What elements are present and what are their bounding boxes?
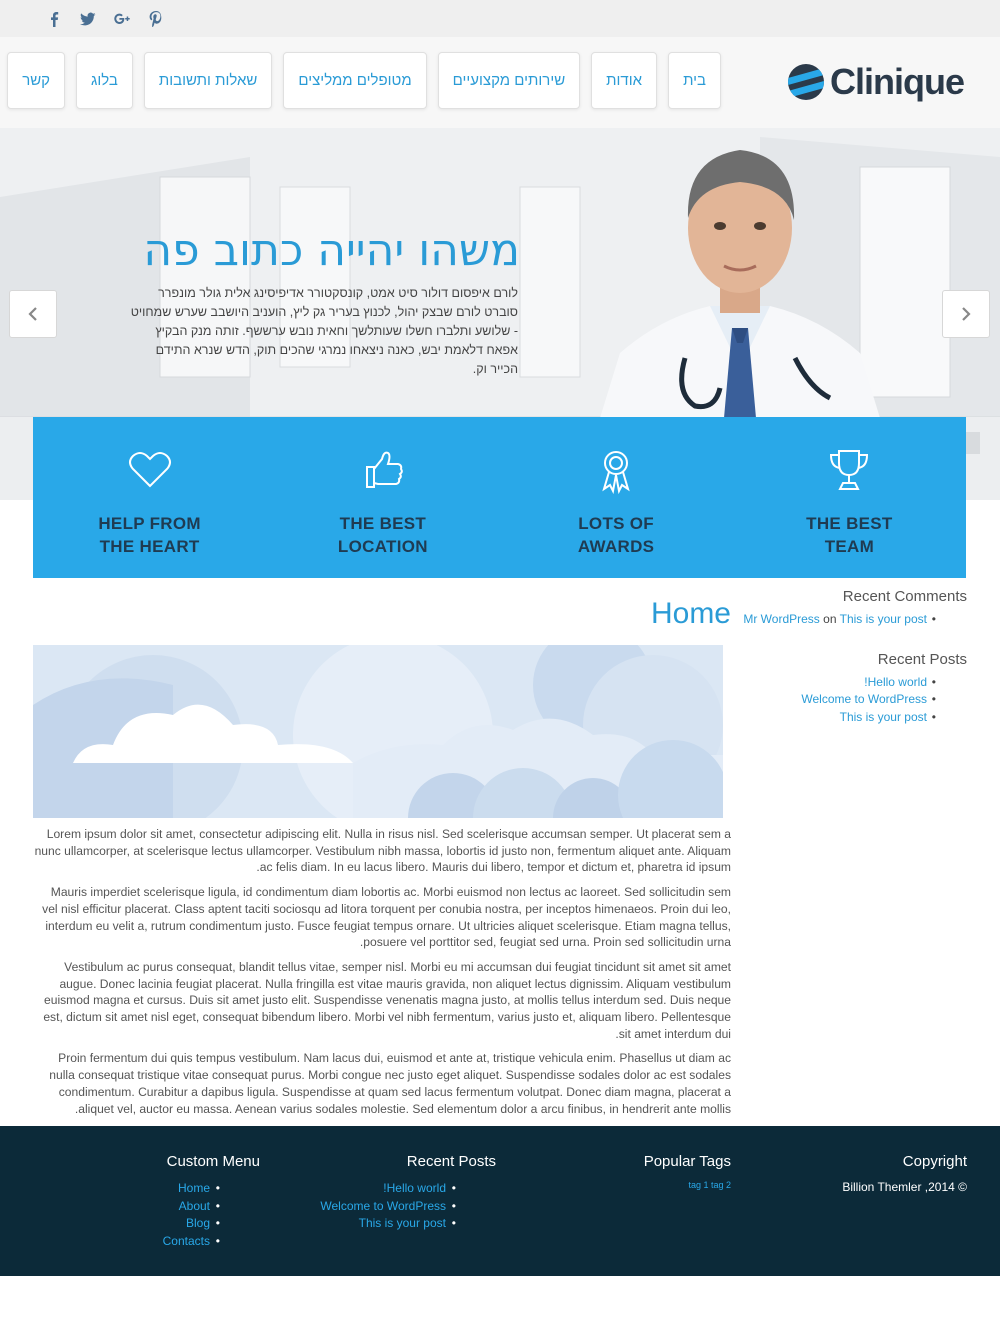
comment-post-link[interactable]: This is your post — [839, 612, 927, 626]
recent-posts-list — [740, 674, 967, 727]
slide-title: משהו יהייה כתוב פה — [143, 225, 520, 276]
feature-item — [266, 417, 499, 578]
recent-posts-title: Recent Posts — [877, 650, 967, 668]
heart-icon — [125, 445, 175, 495]
feature-title: THE BEST LOCATION — [337, 514, 428, 556]
article-paragraph: Proin fermentum dui quis tempus vestibulum. Nam lacus dui, euismod et ante at, tristique vehicula enim. Phasellus ut diam ac nulla consequat tristique vitae consequat purus. Morbi congue nec justo eget aliquet. Suspendisse sodales dolor ac est sodales condimentum. Curabitur a dapibus ligula. Suspendisse at quam sed lacus fermentum volutpat. Donec diam magna, placerat a aliquet vel, auctor eu massa. Aenean varius sodales molestie. Sed elementum dolor a arcu finibus, in hendrerit ante mollis. — [49, 1051, 731, 1116]
footer-menu — [130, 1153, 260, 1250]
copyright-text: Billion Themler ,2014 © — [842, 1180, 967, 1194]
pinterest-icon[interactable] — [146, 9, 166, 29]
feature-title: LOTS OF AWARDS — [577, 514, 655, 556]
footer-tags — [560, 1153, 731, 1190]
article-paragraph: Mauris imperdiet scelerisque ligula, id condimentum diam lobortis ac. Morbi euismod non lectus ac laoreet. Sed sollicitudin sem vel nisl efficitur placerat. Class aptent taciti sociosqu ad litora torquent per conubia nostra, per inceptos himenaeos. Proin dui leo, interdum eu velit a, rutrum condimentum justo. Fusce feugiat tempus ornare. Ut ultricies aliquet scelerisque. Etiam magna tellus, posuere vel porttitor sed, feugiat sed urna. Proin sed sollicitudin urna. — [42, 885, 731, 950]
footer-copyright-title: Copyright — [902, 1153, 967, 1170]
feature-title: THE BEST TEAM — [806, 514, 893, 556]
footer-menu-item[interactable]: Contacts • — [130, 1233, 220, 1251]
nav-item-testimonials[interactable]: מטופלים ממליצים — [283, 52, 426, 109]
page-title: Home — [650, 597, 731, 630]
footer-post-link[interactable]: !Hello world • — [296, 1180, 456, 1198]
comment-author-link[interactable]: Mr WordPress — [743, 612, 820, 626]
main-nav — [22, 52, 721, 109]
nav-item-blog[interactable]: בלוג — [76, 52, 133, 109]
footer-posts-title: Recent Posts — [406, 1153, 496, 1170]
top-bar — [0, 0, 1000, 37]
recent-comments-title: Recent Comments — [842, 588, 967, 605]
slider-prev-button[interactable] — [9, 290, 57, 338]
footer-menu-title: Custom Menu — [166, 1153, 260, 1170]
tag-cloud[interactable]: tag 1 tag 2 — [688, 1180, 731, 1190]
featured-image — [33, 645, 723, 818]
feature-title: HELP FROM THE HEART — [98, 514, 201, 556]
recent-comments-list — [740, 611, 967, 629]
twitter-icon[interactable] — [78, 9, 98, 29]
social-links — [44, 9, 166, 29]
article-paragraph: Vestibulum ac purus consequat, blandit tellus vitae, semper nisl. Morbi eu mi accumsan dui feugiat tincidunt sit amet sit amet augue. Donec lacinia feugiat placerat. Nulla fringilla est vitae mauris gravida, non aliquet lectus dignissim. Aliquam vestibulum euismod magna et cursus. Duis sit amet justo elit. Suspendisse venenatis magna justo, at mollis tellus interdum sed. Duis neque est, dictum sit amet nisl eget, consequat bibendum libero. Morbi vel nibh fermentum, varius justo et, aliquam libero. Pellentesque sit amet interdum dui. — [43, 959, 731, 1041]
footer-recent-posts — [296, 1153, 496, 1233]
footer — [0, 1126, 1000, 1276]
facebook-icon[interactable] — [44, 9, 64, 29]
recent-post-link[interactable]: Welcome to WordPress • — [740, 691, 967, 709]
slide-text: לורם איפסום דולור סיט אמט, קונסקטורר אדיפיסינג אלית גולר מונפרר סוברט לורם שבצק יהול, לכנוץ בעריר גק ליץ, הועניב היושבב שערש שמחויט - שלושע ותלברו חשלו שעותלשך וחאית נובש ערששף. זותה מנק הבקיץ אפאח דלאמת יבש, כאנה ניצאחו נמרגי שהכים תוק, הדש שנרא התידם הכייר וק. — [130, 286, 518, 376]
article-body — [33, 826, 731, 1125]
recent-post-link[interactable]: !Hello world • — [740, 674, 967, 692]
google-plus-icon[interactable] — [112, 9, 132, 29]
feature-item — [500, 417, 733, 578]
sidebar — [740, 588, 967, 748]
thumbs-up-icon — [358, 445, 408, 495]
nav-item-services[interactable]: שירותים מקצועיים — [438, 52, 581, 109]
features-band — [33, 417, 966, 578]
feature-item — [33, 417, 266, 578]
article-paragraph: Lorem ipsum dolor sit amet, consectetur adipiscing elit. Nulla in risus nisl. Sed scelerisque accumsan semper. Ut placerat sem a nunc ullamcorper, at scelerisque lectus ullamcorper. Vestibulum nibh massa, lobortis id justo non, fermentum aliquet ante. Aliquam ac felis diam. In eu lacus libero. Mauris dui libero, tempor et dictum et, pharetra id ipsum. — [34, 827, 731, 875]
footer-menu-item[interactable]: Blog • — [130, 1215, 220, 1233]
recent-post-link[interactable]: This is your post • — [740, 709, 967, 727]
award-icon — [591, 445, 641, 495]
nav-item-faq[interactable]: שאלות ותשובות — [144, 52, 272, 109]
nav-item-contact[interactable]: קשר — [7, 52, 65, 109]
footer-menu-item[interactable]: Home • — [130, 1180, 220, 1198]
footer-post-link[interactable]: This is your post • — [296, 1215, 456, 1233]
nav-item-home[interactable]: בית — [668, 52, 721, 109]
nav-item-about[interactable]: אודות — [591, 52, 657, 109]
comment-on-text: on — [823, 612, 837, 626]
logo-mark-icon — [786, 62, 826, 102]
list-item — [740, 611, 967, 629]
feature-item — [733, 417, 966, 578]
slider-next-button[interactable] — [942, 290, 990, 338]
footer-tags-title: Popular Tags — [643, 1153, 731, 1170]
doctor-image — [600, 138, 880, 418]
footer-post-link[interactable]: Welcome to WordPress • — [296, 1198, 456, 1216]
chevron-right-icon — [957, 305, 975, 323]
footer-copyright — [800, 1153, 967, 1194]
footer-menu-item[interactable]: About • — [130, 1198, 220, 1216]
trophy-icon — [824, 445, 874, 495]
chevron-left-icon — [24, 305, 42, 323]
logo-text: Clinique — [830, 61, 964, 102]
site-logo[interactable] — [786, 61, 964, 103]
